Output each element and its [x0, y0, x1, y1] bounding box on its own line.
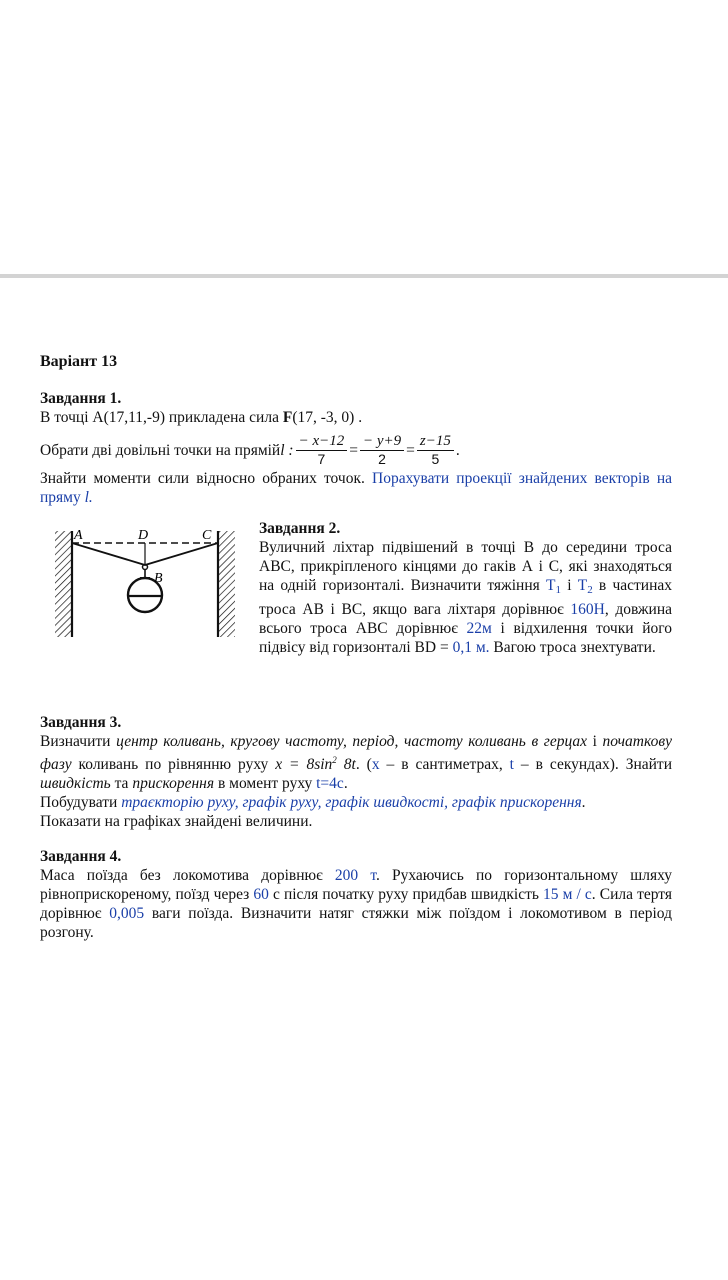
task-3-paragraph-1	[40, 732, 672, 793]
task-3-paragraph-3: Показати на графіках знайдені величини.	[40, 813, 313, 830]
task-3-text: – в сантиметрах,	[379, 756, 510, 773]
task-1-text: В точці А(17,11,-9) прикладена сила	[40, 409, 283, 426]
fraction-y-den: 2	[378, 450, 386, 467]
point-b	[143, 565, 148, 570]
variant-title: Варіант 13	[40, 353, 118, 370]
task-4	[40, 847, 672, 942]
fraction-x-num: − x−12	[296, 433, 348, 451]
motion-equation	[275, 756, 356, 773]
task-4-text: с після початку руху придбав швидкість	[268, 886, 544, 903]
task-2	[40, 519, 672, 679]
end-dot: .	[455, 441, 460, 459]
task-3-text: в момент руху	[214, 775, 317, 792]
task-3-text: і	[587, 733, 603, 750]
fraction-x	[296, 433, 348, 468]
equals-sign: =	[349, 441, 358, 459]
time-value: t=4с	[316, 775, 344, 792]
task-3-text: .	[581, 794, 586, 811]
task-3-italic-1: центр коливань, кругову частоту, період, частоту коливань в герцах	[116, 733, 588, 750]
task-3-text: – в секундах). Знайти	[513, 756, 672, 773]
lamp-weight: 160Н	[570, 601, 605, 618]
fraction-x-den: 7	[317, 450, 326, 467]
task-2-text-e: Вагою троса знехтувати.	[489, 639, 656, 656]
force-symbol: F	[282, 409, 293, 426]
fraction-z-den: 5	[431, 450, 440, 467]
task-3-italic-3: швидкість	[40, 775, 111, 792]
t2-symbol: T	[577, 577, 588, 594]
task-2-text-d: і відхилення точки його підвісу від горизонталі BD =	[259, 620, 672, 656]
task-2-text-c: , довжина всього троса АВС дорівнює	[259, 601, 673, 637]
task-3-graphs: траєкторію руху, графік руху, графік швидкості, графік прискорення	[121, 794, 582, 811]
t1-symbol: T	[546, 577, 556, 594]
time-value: 60	[253, 886, 269, 903]
task-1-text: Знайти моменти сили відносно обраних точок.	[40, 470, 372, 487]
task-2-title: Завдання 2.	[259, 520, 341, 537]
task-3-text: .	[343, 775, 348, 792]
task-1	[40, 389, 672, 507]
task-2-text-b: в частинах троса АВ і ВС, якщо вага ліхтаря дорівнює	[259, 577, 672, 618]
fraction-z	[417, 433, 454, 468]
t1-subscript: 1	[555, 584, 561, 596]
line-name: l :	[280, 441, 294, 459]
task-1-line-3	[40, 469, 672, 507]
label-d: D	[138, 529, 149, 543]
deviation-value: 0,1 м.	[452, 639, 490, 656]
task-4-text: . Сила тертя дорівнює	[40, 886, 673, 922]
fraction-y	[360, 433, 404, 468]
label-c: C	[202, 529, 212, 543]
equation-part-b: 8t	[336, 756, 356, 773]
fraction-z-num: z−15	[417, 433, 454, 451]
label-a: A	[74, 529, 83, 543]
equals-sign: =	[406, 441, 415, 459]
task-2-text	[259, 519, 672, 657]
task-3	[40, 713, 672, 831]
friction-value: 0,005	[109, 905, 145, 922]
task-3-text: та	[110, 775, 133, 792]
task-3-paragraph-2	[40, 793, 672, 812]
rope-length: 22м	[466, 620, 492, 637]
task-1-line-equation	[40, 431, 672, 469]
fraction-y-num: − y+9	[360, 433, 404, 451]
task-4-text: Маса поїзда без локомотива дорівнює	[40, 867, 335, 884]
var-x: x	[371, 756, 380, 773]
task-1-line-ref: l.	[84, 489, 93, 506]
task-1-highlight: Порахувати проекції знайдених векторів на пряму	[40, 470, 672, 506]
task-3-italic-4: прискорення	[132, 775, 215, 792]
left-wall	[55, 531, 72, 637]
label-b: B	[154, 571, 163, 586]
task-4-paragraph	[40, 866, 672, 942]
task-2-and: і	[560, 577, 578, 594]
task-2-text-a: Вуличний ліхтар підвішений в точці В до середини троса АВС, прикріпленого кінцями до гаків А і С, які знаходяться на одній горизонталі. Визначити тяжіння	[259, 539, 672, 594]
task-1-line-1	[40, 408, 672, 427]
tension-t1	[546, 577, 561, 594]
task-4-text: ваги поїзда. Визначити натяг стяжки між поїздом і локомотивом в період розгону.	[40, 905, 672, 941]
speed-value: 15 м / с	[543, 886, 592, 903]
equation-part-a: x = 8sin	[275, 756, 333, 773]
lamp-figure	[52, 529, 240, 641]
force-coords: (17, -3, 0) .	[292, 409, 363, 426]
task-3-text: Визначити	[40, 733, 117, 750]
task-3-text: . (	[355, 756, 372, 773]
tension-t2	[578, 577, 593, 594]
task-3-text: коливань по рівнянню руху	[71, 756, 276, 773]
task-1-title: Завдання 1.	[40, 390, 122, 407]
task-3-italic-2: початкову фазу	[40, 733, 672, 773]
right-wall	[218, 531, 235, 637]
task-3-text: Побудувати	[40, 794, 122, 811]
top-divider	[0, 274, 728, 278]
var-t: t	[509, 756, 514, 773]
task-3-title: Завдання 3.	[40, 714, 122, 731]
document-page	[40, 352, 672, 942]
train-mass: 200 т	[334, 867, 376, 884]
task-4-text: . Рухаючись по горизонтальному шляху рівноприскореному, поїзд через	[40, 867, 673, 903]
task-1-text: Обрати дві довільні точки на прямій	[40, 441, 281, 459]
t2-subscript: 2	[587, 584, 593, 596]
task-4-title: Завдання 4.	[40, 848, 122, 865]
equation-power: 2	[332, 755, 337, 765]
